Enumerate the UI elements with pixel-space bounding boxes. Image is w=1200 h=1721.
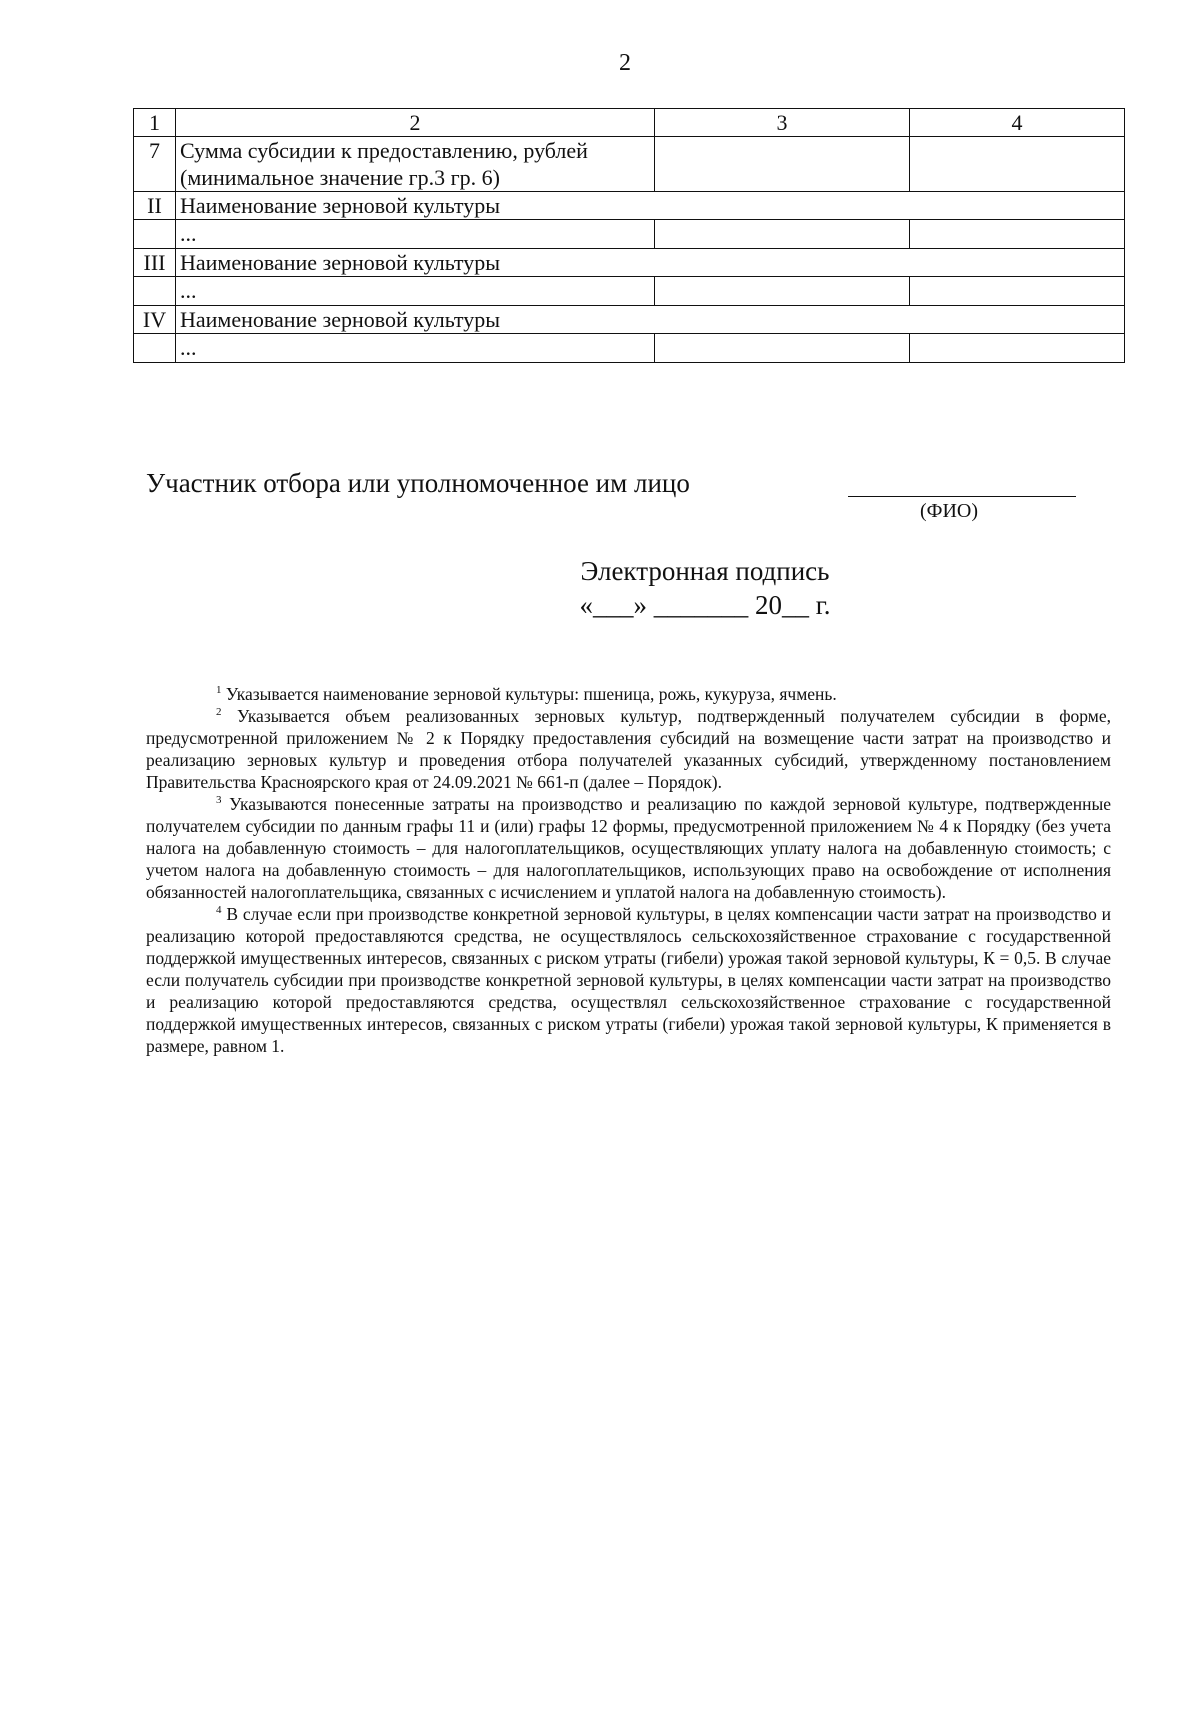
table-cell — [910, 137, 1125, 192]
table-row — [134, 277, 1125, 306]
table-header-row — [134, 109, 1125, 137]
footnote-marker: 4 — [216, 904, 222, 917]
ellipsis-cell: ... — [176, 334, 655, 363]
footnote-marker: 3 — [216, 794, 222, 807]
footnote-marker: 1 — [216, 684, 222, 697]
section-row — [134, 249, 1125, 277]
table-cell — [655, 334, 910, 363]
ellipsis-cell: ... — [176, 220, 655, 249]
column-header: 1 — [134, 109, 176, 137]
row-label — [176, 137, 655, 192]
electronic-signature-label: Электронная подпись — [580, 556, 830, 586]
table-cell — [910, 334, 1125, 363]
row-number: 7 — [134, 137, 176, 192]
footnote — [146, 705, 1111, 793]
footnote — [146, 683, 1111, 705]
subsidy-form-table — [133, 108, 1125, 363]
signature-line — [848, 496, 1076, 497]
table-row — [134, 220, 1125, 249]
table-row — [134, 334, 1125, 363]
table-cell — [655, 137, 910, 192]
footnote — [146, 903, 1111, 1057]
section-row — [134, 192, 1125, 220]
footnote-text: Указывается наименование зерновой культуры: пшеница, рожь, кукуруза, ячмень. — [225, 684, 837, 704]
column-header: 3 — [655, 109, 910, 137]
footnote-marker: 2 — [216, 706, 222, 719]
signature-label: Участник отбора или уполномоченное им лицо — [146, 468, 690, 498]
section-number: IV — [134, 306, 176, 334]
table-cell — [910, 220, 1125, 249]
section-row — [134, 306, 1125, 334]
table-cell — [134, 277, 176, 306]
table-cell — [134, 334, 176, 363]
fio-caption: (ФИО) — [920, 500, 979, 522]
ellipsis-cell: ... — [176, 277, 655, 306]
section-label: Наименование зерновой культуры — [176, 306, 1125, 334]
signature-date-line: «___» _______ 20__ г. — [579, 590, 831, 620]
footnote — [146, 793, 1111, 903]
column-header: 4 — [910, 109, 1125, 137]
footnote-text: В случае если при производстве конкретной зерновой культуры, в целях компенсации части затрат на производство и реализацию которой предоставляются средства, не осуществлялось сельскохозяйственное страхование с государственной поддержкой имущественных интересов, связанных с риском утраты (гибели) урожая такой зерновой культуры, К = 0,5. В случае если получатель субсидии при производстве конкретной зерновой культуры, в целях компенсации части затрат на производство и реализацию которой предоставляются средства, осуществлял сельскохозяйственное страхование с государственной поддержкой имущественных интересов, связанных с риском утраты (гибели) урожая такой зерновой культуры, К применяется в размере, равном 1. — [146, 904, 1111, 1056]
footnotes — [146, 683, 1111, 1057]
section-label: Наименование зерновой культуры — [176, 192, 1125, 220]
table-cell — [655, 220, 910, 249]
footnote-text: Указываются понесенные затраты на производство и реализацию по каждой зерновой культуре, подтвержденные получателем субсидии по данным графы 11 и (или) графы 12 формы, предусмотренной приложением № 4 к Порядку (без учета налога на добавленную стоимость – для налогоплательщиков, осуществляющих уплату налога на добавленную стоимость; с учетом налога на добавленную стоимость – для налогоплательщиков, использующих право на освобождение от исполнения обязанностей налогоплательщика, связанных с исчислением и уплатой налога на добавленную стоимость). — [146, 794, 1111, 902]
column-header: 2 — [176, 109, 655, 137]
table-cell — [655, 277, 910, 306]
table-cell — [910, 277, 1125, 306]
table-cell — [134, 220, 176, 249]
section-number: II — [134, 192, 176, 220]
page-number: 2 — [619, 50, 631, 76]
row-label-line2: (минимальное значение гр.3 гр. 6) — [180, 165, 500, 190]
footnote-text: Указывается объем реализованных зерновых культур, подтвержденный получателем субсидии в форме, предусмотренной приложением № 2 к Порядку предоставления субсидий на возмещение части затрат на производство и реализацию зерновых культур и проведения отбора получателей указанных субсидий, утвержденному постановлением Правительства Красноярского края от 24.09.2021 № 661-п (далее – Порядок). — [146, 706, 1111, 792]
section-label: Наименование зерновой культуры — [176, 249, 1125, 277]
row-label-line1: Сумма субсидии к предоставлению, рублей — [180, 138, 588, 163]
section-number: III — [134, 249, 176, 277]
table-row — [134, 137, 1125, 192]
